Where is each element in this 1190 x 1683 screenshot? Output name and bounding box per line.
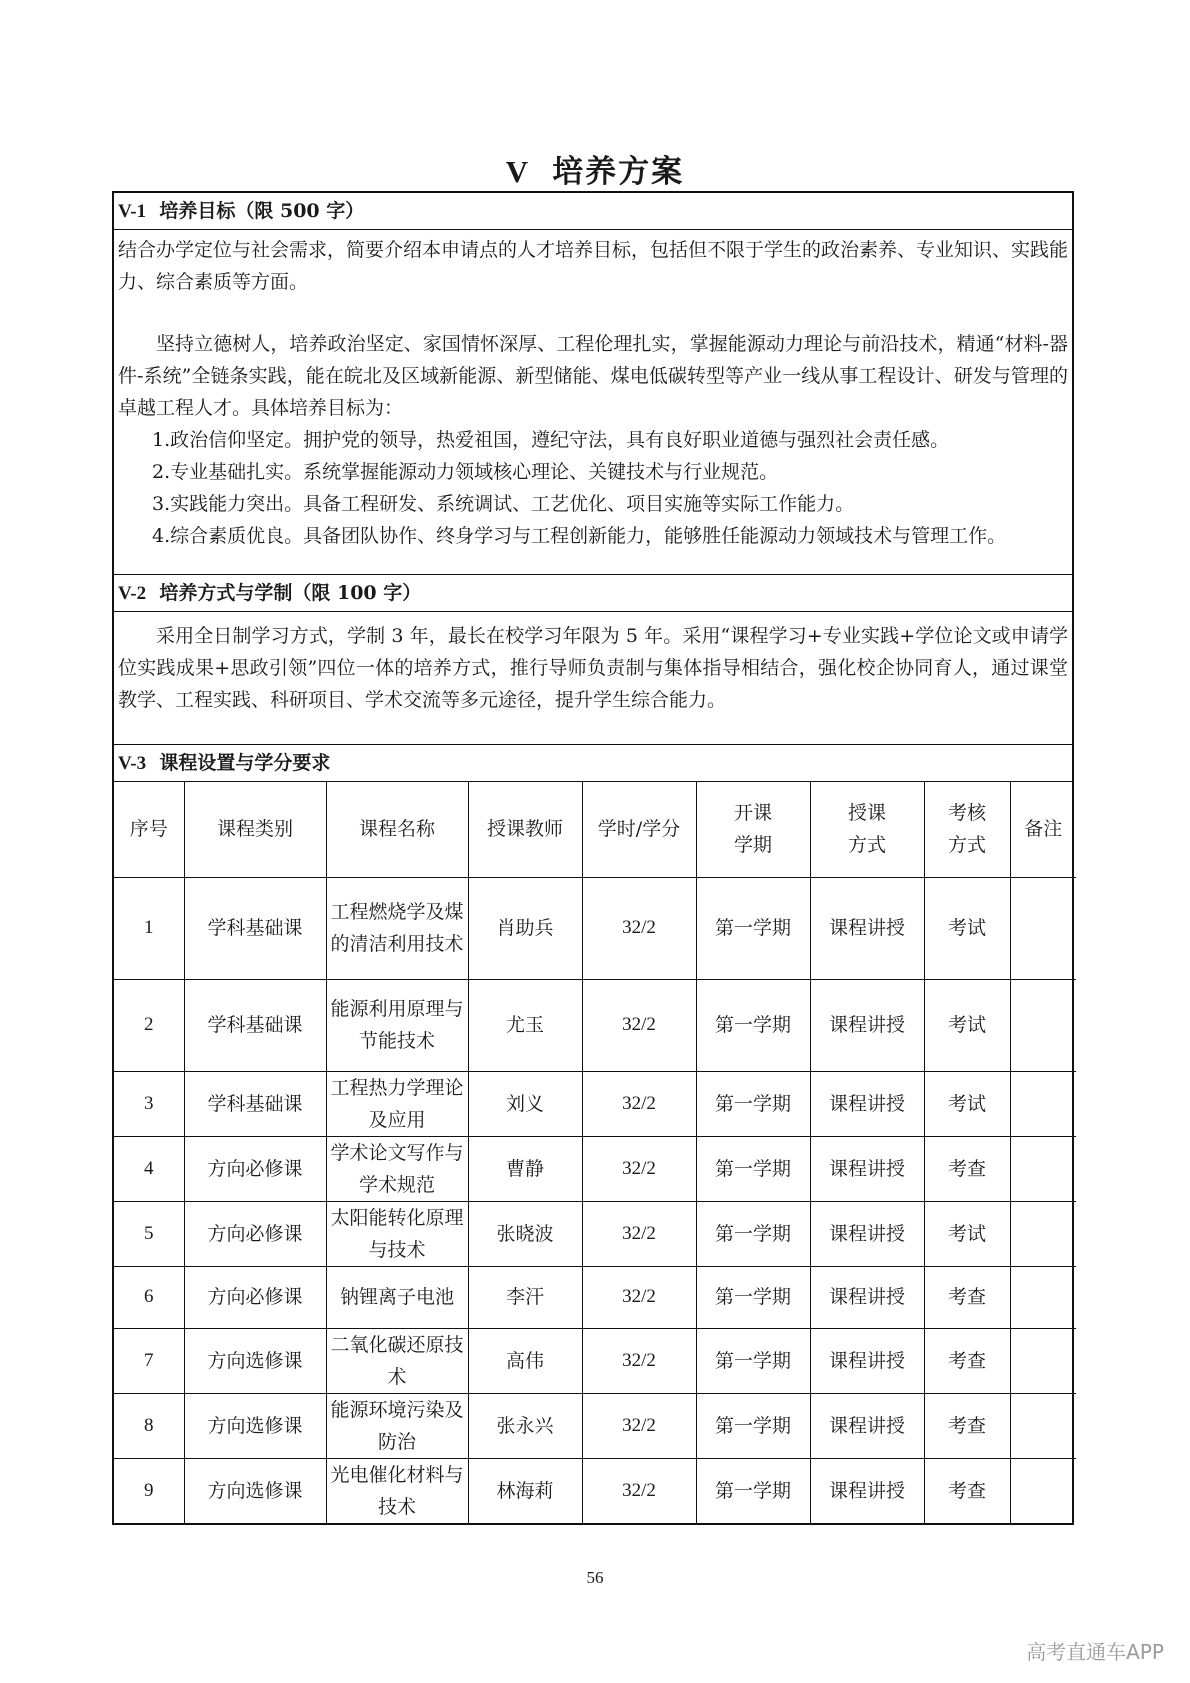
table-row: 9 方向选修课 光电催化材料与技术 林海莉 32/2 第一学期 课程讲授 考查 <box>114 1458 1076 1523</box>
section-number: V <box>505 154 531 189</box>
v1-prompt: 结合办学定位与社会需求，简要介绍本申请点的人才培养目标，包括但不限于学生的政治素养、专业知识、实践能力、综合素质等方面。 <box>118 239 1069 293</box>
col-header-assessment: 考核 方式 <box>924 782 1010 877</box>
v3-heading: V-3 课程设置与学分要求 <box>114 745 1072 782</box>
col-header-remarks: 备注 <box>1010 782 1076 877</box>
col-header-category: 课程类别 <box>184 782 326 877</box>
course-table-header <box>114 782 1076 877</box>
col-header-hours: 学时/学分 <box>582 782 696 877</box>
section-title-text: 培养方案 <box>552 154 685 190</box>
v1-body: 坚持立德树人，培养政治坚定、家国情怀深厚、工程伦理扎实，掌握能源动力理论与前沿技术，精通“材料-器件-系统”全链条实践，能在皖北及区域新能源、新型储能、煤电低碳转型等产业一线从事工程设计、研发与管理的卓越工程人才。具体培养目标为： <box>118 333 1068 419</box>
v2-heading: V-2 培养方式与学制（限 100 字） <box>114 575 1072 612</box>
plan-form <box>112 191 1074 1525</box>
course-table <box>114 782 1076 1523</box>
section-title <box>0 146 1190 191</box>
col-header-index: 序号 <box>114 782 184 877</box>
col-header-course: 课程名称 <box>326 782 468 877</box>
v1-heading: V-1 培养目标（限 500 字） <box>114 193 1072 230</box>
v2-content <box>114 612 1072 745</box>
table-row: 4 方向必修课 学术论文写作与学术规范 曹静 32/2 第一学期 课程讲授 考查 <box>114 1136 1076 1201</box>
col-header-method: 授课 方式 <box>810 782 924 877</box>
table-row: 6 方向必修课 钠锂离子电池 李汗 32/2 第一学期 课程讲授 考查 <box>114 1266 1076 1328</box>
table-row: 5 方向必修课 太阳能转化原理与技术 张晓波 32/2 第一学期 课程讲授 考试 <box>114 1201 1076 1266</box>
table-row: 1 学科基础课 工程燃烧学及煤的清洁利用技术 肖助兵 32/2 第一学期 课程讲授 考试 <box>114 877 1076 979</box>
table-row: 2 学科基础课 能源利用原理与节能技术 尤玉 32/2 第一学期 课程讲授 考试 <box>114 979 1076 1071</box>
v2-body: 采用全日制学习方式，学制 3 年，最长在校学习年限为 5 年。采用“课程学习+专业实践+学位论文或申请学位实践成果+思政引领”四位一体的培养方式，推行导师负责制与集体指导相结合，强化校企协同育人，通过课堂教学、工程实践、科研项目、学术交流等多元途径，提升学生综合能力。 <box>118 625 1068 711</box>
table-row: 8 方向选修课 能源环境污染及防治 张永兴 32/2 第一学期 课程讲授 考查 <box>114 1393 1076 1458</box>
table-row: 7 方向选修课 二氧化碳还原技术 高伟 32/2 第一学期 课程讲授 考查 <box>114 1328 1076 1393</box>
page-number: 56 <box>586 1568 604 1587</box>
v1-goal-item: 1.政治信仰坚定。拥护党的领导，热爱祖国，遵纪守法，具有良好职业道德与强烈社会责任感。 <box>152 429 950 451</box>
table-row: 3 学科基础课 工程热力学理论及应用 刘义 32/2 第一学期 课程讲授 考试 <box>114 1071 1076 1136</box>
v1-goal-item: 4.综合素质优良。具备团队协作、终身学习与工程创新能力，能够胜任能源动力领域技术与管理工作。 <box>152 525 1007 547</box>
v1-goal-list <box>114 424 1072 552</box>
v1-goal-item: 3.实践能力突出。具备工程研发、系统调试、工艺优化、项目实施等实际工作能力。 <box>152 493 855 515</box>
v1-content <box>114 230 1072 575</box>
col-header-semester: 开课 学期 <box>696 782 810 877</box>
watermark: 高考直通车APP <box>1026 1640 1164 1664</box>
v1-goal-item: 2.专业基础扎实。系统掌握能源动力领域核心理论、关键技术与行业规范。 <box>152 461 779 483</box>
col-header-teacher: 授课教师 <box>468 782 582 877</box>
